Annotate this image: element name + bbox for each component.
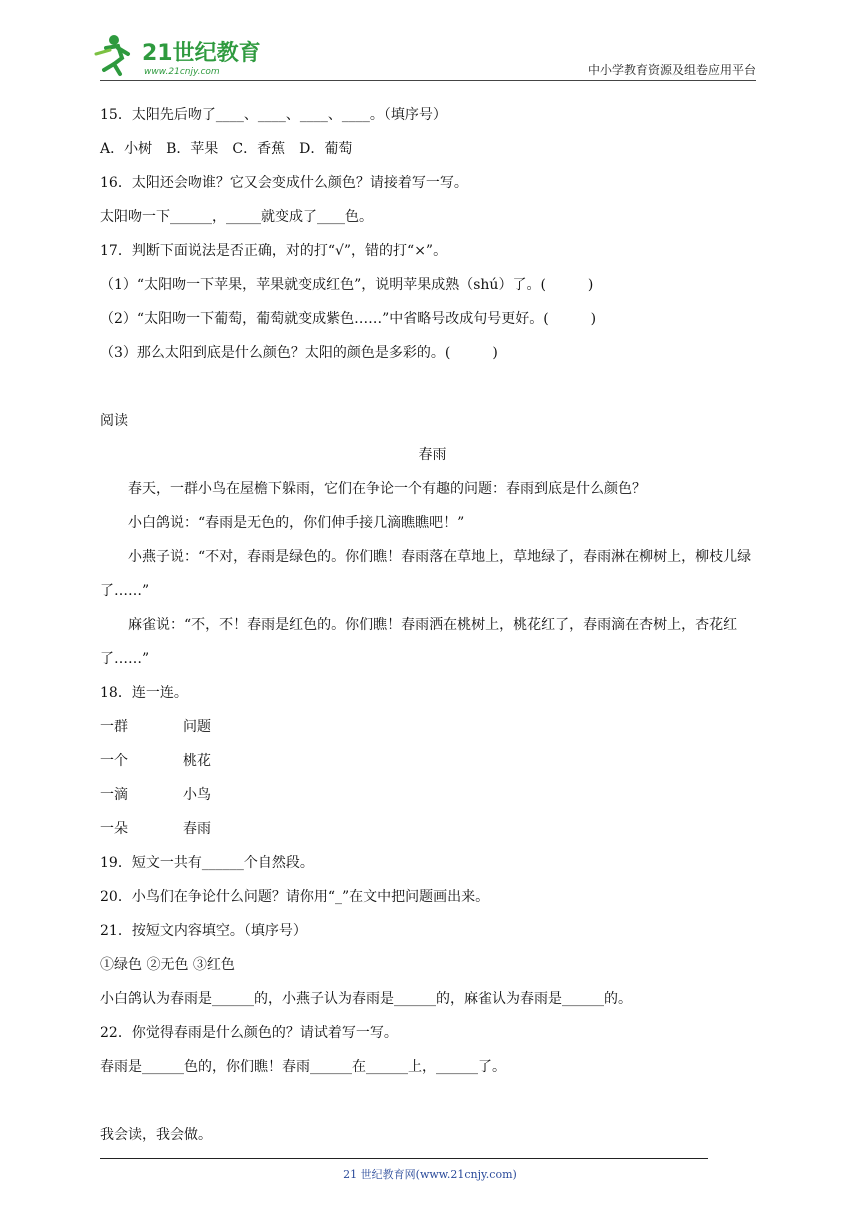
question-17: 17．判断下面说法是否正确，对的打“√”，错的打“×”。 [100,243,448,259]
match-row [100,778,765,812]
document-body [100,98,765,1152]
match-right: 春雨 [183,821,211,837]
passage-paragraph-1: 春天，一群小鸟在屋檐下躲雨，它们在争论一个有趣的问题：春雨到底是什么颜色？ [128,481,646,497]
runner-icon [96,35,128,74]
question-17-item-1: （1）“太阳吻一下苹果，苹果就变成红色”，说明苹果成熟（shú）了。( ) [100,277,594,293]
question-20: 20．小鸟们在争论什么问题？请你用“_”在文中把问题画出来。 [100,889,490,905]
match-row [100,710,765,744]
match-right: 问题 [183,719,211,735]
question-21: 21．按短文内容填空。（填序号） [100,923,307,939]
question-17-item-3: （3）那么太阳到底是什么颜色？太阳的颜色是多彩的。( ) [100,345,498,361]
footer-divider [100,1158,708,1159]
match-row [100,812,765,846]
spacer [100,370,765,404]
passage-title: 春雨 [418,447,447,463]
passage-paragraph-3: 小燕子说：“不对，春雨是绿色的。你们瞧！春雨落在草地上，草地绿了，春雨淋在柳树上，柳枝儿绿了……” [100,549,752,599]
question-22: 22．你觉得春雨是什么颜色的？请试着写一写。 [100,1025,398,1041]
match-right: 小鸟 [183,787,211,803]
match-row [100,744,765,778]
question-22-fill: 春雨是______色的，你们瞧！春雨______在______上，______了。 [100,1059,506,1075]
question-21-fill: 小白鸽认为春雨是______的，小燕子认为春雨是______的，麻雀认为春雨是______的。 [100,991,632,1007]
logo [92,30,262,80]
spacer [100,1084,765,1118]
header-platform-name: 中小学教育资源及组卷应用平台 [587,63,756,77]
question-18: 18．连一连。 [100,685,188,701]
passage-paragraph-4: 麻雀说：“不，不！春雨是红色的。你们瞧！春雨洒在桃树上，桃花红了，春雨滴在杏树上，杏花红了……” [100,617,738,667]
logo-text: 21世纪教育 [142,41,261,66]
match-left: 一朵 [100,821,128,837]
logo-url: www.21cnjy.com [144,67,220,77]
question-16: 16．太阳还会吻谁？它又会变成什么颜色？请接着写一写。 [100,175,468,191]
section-reading: 阅读 [100,413,128,429]
page-footer: 21 世纪教育网(www.21cnjy.com) [343,1168,517,1181]
question-16-fill: 太阳吻一下______，_____就变成了____色。 [100,209,373,225]
match-left: 一个 [100,753,128,769]
question-21-options: ①绿色 ②无色 ③红色 [100,957,235,973]
page-header [0,0,860,90]
question-17-item-2: （2）“太阳吻一下葡萄，葡萄就变成紫色……”中省略号改成句号更好。( ) [100,311,597,327]
header-divider [100,80,756,81]
match-left: 一群 [100,719,128,735]
match-right: 桃花 [183,753,211,769]
question-15: 15．太阳先后吻了____、____、____、____。（填序号） [100,107,447,123]
passage-paragraph-2: 小白鸽说：“春雨是无色的，你们伸手接几滴瞧瞧吧！” [128,515,465,531]
match-left: 一滴 [100,787,128,803]
question-19: 19．短文一共有______个自然段。 [100,855,314,871]
section-heading: 我会读，我会做。 [100,1127,212,1143]
question-15-options: A．小树 B．苹果 C．香蕉 D．葡萄 [100,141,353,157]
